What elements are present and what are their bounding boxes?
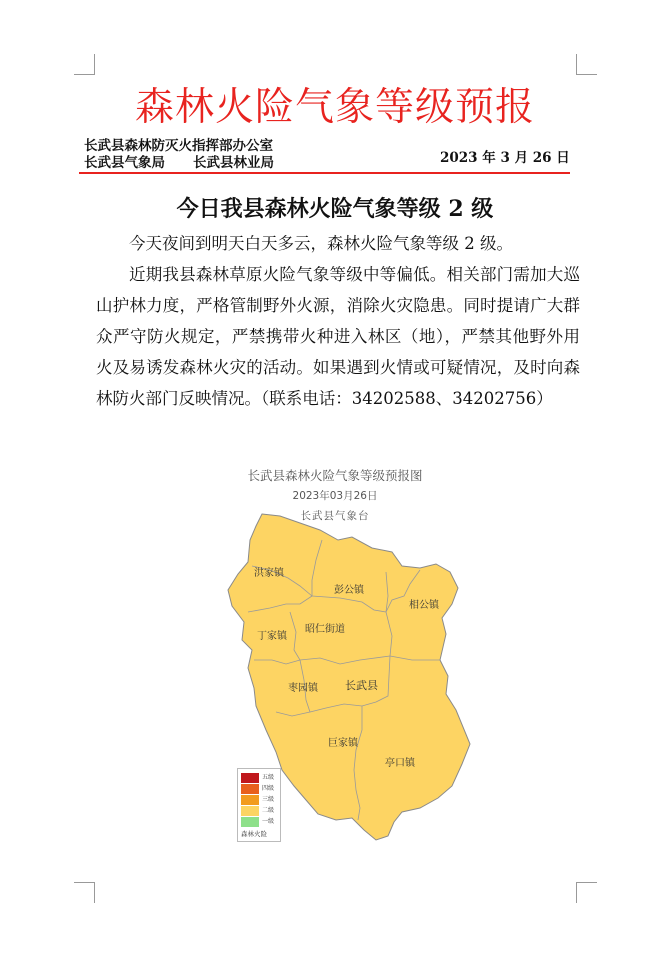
issue-date: 2023 年 3 月 26 日 bbox=[440, 150, 570, 166]
legend-title: 森林火险 bbox=[241, 830, 267, 838]
map-title: 长武县森林火险气象等级预报图 bbox=[247, 468, 423, 483]
town-label-jujia: 巨家镇 bbox=[328, 738, 358, 749]
legend-label: 四级 bbox=[262, 785, 275, 792]
legend-swatch bbox=[241, 806, 259, 816]
legend-swatch bbox=[241, 784, 259, 794]
document-title: 森林火险气象等级预报 bbox=[134, 85, 535, 130]
town-label-xianggong: 相公镇 bbox=[409, 600, 439, 611]
issuer-meteorological-bureau: 长武县气象局 bbox=[84, 155, 165, 171]
corner-mark-bottom-right bbox=[576, 882, 597, 903]
forecast-paragraph-1: 今天夜间到明天白天多云，森林火险气象等级 2 级。 bbox=[129, 234, 513, 253]
town-label-penggong: 彭公镇 bbox=[334, 585, 364, 596]
map-legend bbox=[237, 768, 281, 842]
legend-label: 三级 bbox=[262, 796, 275, 803]
legend-swatch bbox=[241, 817, 259, 827]
map-source: 长武县气象台 bbox=[300, 510, 370, 522]
forecast-headline: 今日我县森林火险气象等级 2 级 bbox=[176, 196, 494, 222]
legend-swatch bbox=[241, 795, 259, 805]
corner-mark-top-left bbox=[74, 54, 95, 75]
town-label-changwu: 长武县 bbox=[345, 679, 378, 692]
legend-label: 一级 bbox=[262, 818, 275, 825]
legend-label: 二级 bbox=[262, 807, 275, 814]
forecast-body bbox=[96, 228, 580, 414]
issuer-forestry-bureau: 长武县林业局 bbox=[193, 155, 274, 171]
legend-label: 五级 bbox=[262, 774, 275, 781]
legend-row-level5 bbox=[241, 773, 277, 783]
legend-row-level4 bbox=[241, 784, 277, 794]
legend-row-level3 bbox=[241, 795, 277, 805]
issuer-line-1: 长武县森林防灭火指挥部办公室 bbox=[84, 138, 273, 154]
town-label-zhaoren: 昭仁街道 bbox=[305, 624, 345, 635]
legend-swatch bbox=[241, 773, 259, 783]
issuer-line-2 bbox=[84, 151, 274, 171]
corner-mark-top-right bbox=[576, 54, 597, 75]
town-label-zaoyuan: 枣园镇 bbox=[288, 683, 318, 694]
map-date: 2023年03月26日 bbox=[292, 490, 378, 502]
town-label-hongjia: 洪家镇 bbox=[254, 568, 284, 579]
legend-row-level2 bbox=[241, 806, 277, 816]
legend-row-level1 bbox=[241, 817, 277, 827]
town-label-tingkou: 亭口镇 bbox=[385, 758, 415, 769]
corner-mark-bottom-left bbox=[74, 882, 95, 903]
forecast-paragraph-2: 近期我县森林草原火险气象等级中等偏低。相关部门需加大巡山护林力度，严格管制野外火源，消除火灾隐患。同时提请广大群众严守防火规定，严禁携带火种进入林区（地），严禁其他野外用火及易诱发森林火灾的活动。如果遇到火情或可疑情况，及时向森林防火部门反映情况。（联系电话：34202588、34202756） bbox=[96, 265, 580, 408]
town-label-dingjia: 丁家镇 bbox=[257, 631, 287, 642]
header-divider bbox=[79, 172, 570, 174]
